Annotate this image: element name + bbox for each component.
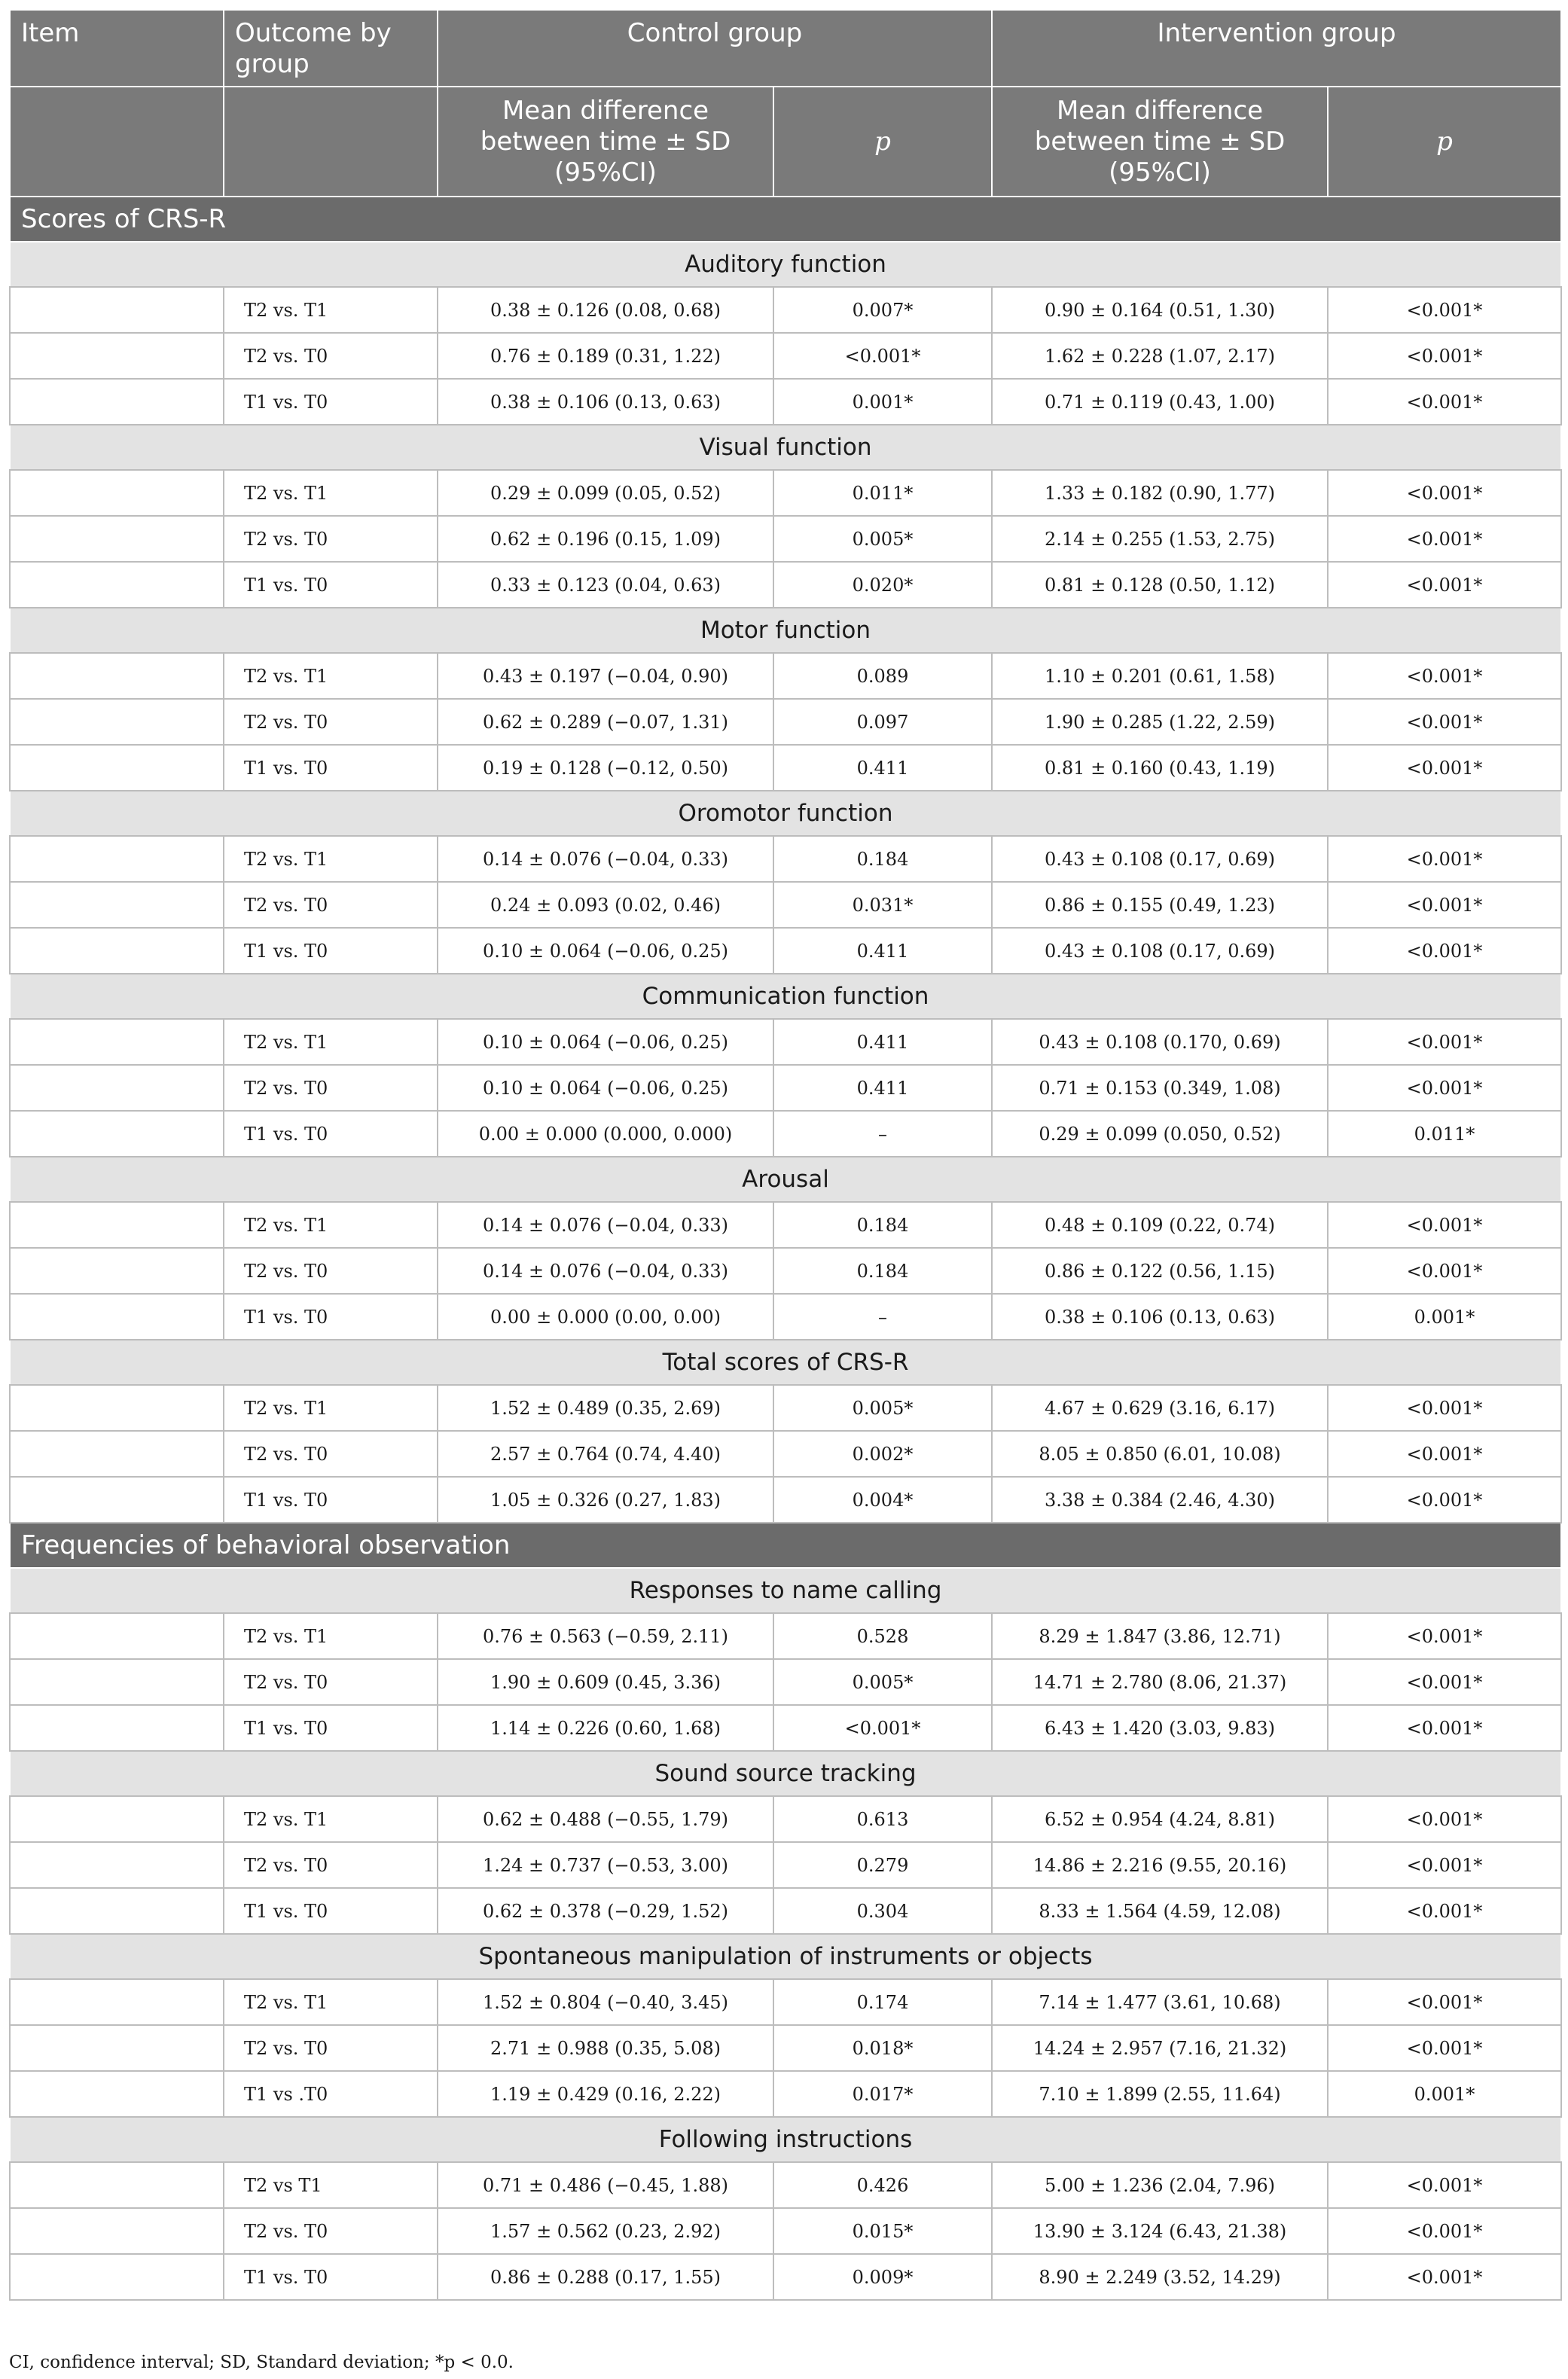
- table-row: [10, 1705, 1561, 1751]
- control-p-cell: 0.002*: [773, 1431, 992, 1477]
- intervention-p-cell: 0.001*: [1328, 1294, 1561, 1340]
- table-row: [10, 745, 1561, 791]
- section-title: Frequencies of behavioral observation: [10, 1523, 1561, 1568]
- control-mean-diff-cell: 1.19 ± 0.429 (0.16, 2.22): [438, 2071, 773, 2117]
- control-p-cell: 0.007*: [773, 287, 992, 333]
- subsection-title: Arousal: [10, 1157, 1561, 1202]
- table-row: [10, 1385, 1561, 1431]
- item-cell: [10, 928, 224, 974]
- item-cell: [10, 287, 224, 333]
- control-p-cell: 0.411: [773, 1065, 992, 1111]
- intervention-mean-diff-cell: 5.00 ± 1.236 (2.04, 7.96): [992, 2162, 1328, 2208]
- intervention-mean-diff-cell: 0.86 ± 0.122 (0.56, 1.15): [992, 1248, 1328, 1294]
- comparison-cell: T2 vs. T0: [224, 882, 438, 928]
- intervention-mean-diff-cell: 0.43 ± 0.108 (0.170, 0.69): [992, 1019, 1328, 1065]
- section-row: [10, 197, 1561, 242]
- item-cell: [10, 1111, 224, 1157]
- control-p-cell: 0.426: [773, 2162, 992, 2208]
- comparison-cell: T1 vs. T0: [224, 2254, 438, 2300]
- section-title: Scores of CRS-R: [10, 197, 1561, 242]
- item-cell: [10, 1659, 224, 1705]
- intervention-p-cell: <0.001*: [1328, 928, 1561, 974]
- control-mean-diff-cell: 0.62 ± 0.488 (−0.55, 1.79): [438, 1796, 773, 1842]
- results-table-container: [9, 9, 1560, 2301]
- intervention-p-cell: <0.001*: [1328, 2025, 1561, 2071]
- control-mean-diff-cell: 0.76 ± 0.563 (−0.59, 2.11): [438, 1613, 773, 1659]
- control-mean-diff-cell: 0.62 ± 0.196 (0.15, 1.09): [438, 516, 773, 562]
- table-body: [10, 197, 1561, 2300]
- control-p-cell: 0.005*: [773, 516, 992, 562]
- intervention-p-cell: <0.001*: [1328, 2254, 1561, 2300]
- intervention-p-cell: <0.001*: [1328, 470, 1561, 516]
- table-row: [10, 470, 1561, 516]
- control-p-cell: 0.005*: [773, 1385, 992, 1431]
- item-cell: [10, 1705, 224, 1751]
- control-p-cell: 0.001*: [773, 379, 992, 425]
- intervention-mean-diff-cell: 14.24 ± 2.957 (7.16, 21.32): [992, 2025, 1328, 2071]
- table-row: [10, 1477, 1561, 1523]
- intervention-p-cell: <0.001*: [1328, 1477, 1561, 1523]
- item-cell: [10, 1477, 224, 1523]
- intervention-mean-diff-cell: 0.81 ± 0.160 (0.43, 1.19): [992, 745, 1328, 791]
- intervention-p-cell: <0.001*: [1328, 653, 1561, 699]
- intervention-p-cell: <0.001*: [1328, 2162, 1561, 2208]
- control-p-cell: 0.184: [773, 1202, 992, 1248]
- control-p-cell: 0.279: [773, 1842, 992, 1888]
- comparison-cell: T1 vs .T0: [224, 2071, 438, 2117]
- item-cell: [10, 836, 224, 882]
- item-cell: [10, 470, 224, 516]
- item-cell: [10, 2025, 224, 2071]
- item-cell: [10, 2071, 224, 2117]
- intervention-mean-diff-cell: 6.52 ± 0.954 (4.24, 8.81): [992, 1796, 1328, 1842]
- control-p-cell: 0.184: [773, 1248, 992, 1294]
- comparison-cell: T2 vs T1: [224, 2162, 438, 2208]
- table-row: [10, 1659, 1561, 1705]
- table-row: [10, 699, 1561, 745]
- control-mean-diff-cell: 0.62 ± 0.378 (−0.29, 1.52): [438, 1888, 773, 1934]
- intervention-mean-diff-cell: 4.67 ± 0.629 (3.16, 6.17): [992, 1385, 1328, 1431]
- comparison-cell: T2 vs. T1: [224, 1202, 438, 1248]
- intervention-mean-diff-cell: 1.33 ± 0.182 (0.90, 1.77): [992, 470, 1328, 516]
- intervention-p-cell: <0.001*: [1328, 1065, 1561, 1111]
- header-control-group: Control group: [438, 10, 992, 87]
- item-cell: [10, 882, 224, 928]
- table-row: [10, 1842, 1561, 1888]
- subsection-row: [10, 608, 1561, 653]
- item-cell: [10, 1294, 224, 1340]
- table-row: [10, 1065, 1561, 1111]
- control-p-cell: 0.528: [773, 1613, 992, 1659]
- intervention-p-cell: <0.001*: [1328, 516, 1561, 562]
- intervention-mean-diff-cell: 2.14 ± 0.255 (1.53, 2.75): [992, 516, 1328, 562]
- table-row: [10, 379, 1561, 425]
- intervention-mean-diff-cell: 0.29 ± 0.099 (0.050, 0.52): [992, 1111, 1328, 1157]
- comparison-cell: T2 vs. T0: [224, 2025, 438, 2071]
- intervention-mean-diff-cell: 14.86 ± 2.216 (9.55, 20.16): [992, 1842, 1328, 1888]
- control-mean-diff-cell: 2.57 ± 0.764 (0.74, 4.40): [438, 1431, 773, 1477]
- item-cell: [10, 1065, 224, 1111]
- item-cell: [10, 562, 224, 608]
- subsection-title: Oromotor function: [10, 791, 1561, 836]
- intervention-mean-diff-cell: 1.90 ± 0.285 (1.22, 2.59): [992, 699, 1328, 745]
- control-p-cell: 0.304: [773, 1888, 992, 1934]
- intervention-mean-diff-cell: 6.43 ± 1.420 (3.03, 9.83): [992, 1705, 1328, 1751]
- header-control-p: p: [773, 87, 992, 197]
- item-cell: [10, 653, 224, 699]
- item-cell: [10, 1248, 224, 1294]
- header-intervention-mean-diff: Mean difference between time ± SD (95%CI): [992, 87, 1328, 197]
- header-item: Item: [10, 10, 224, 87]
- subsection-row: [10, 1751, 1561, 1796]
- intervention-p-cell: <0.001*: [1328, 1613, 1561, 1659]
- subsection-row: [10, 1340, 1561, 1385]
- control-p-cell: <0.001*: [773, 333, 992, 379]
- subsection-title: Following instructions: [10, 2117, 1561, 2162]
- control-mean-diff-cell: 1.52 ± 0.804 (−0.40, 3.45): [438, 1979, 773, 2025]
- item-cell: [10, 1431, 224, 1477]
- header-blank-item: [10, 87, 224, 197]
- subsection-title: Visual function: [10, 425, 1561, 470]
- control-p-cell: 0.411: [773, 928, 992, 974]
- intervention-mean-diff-cell: 7.10 ± 1.899 (2.55, 11.64): [992, 2071, 1328, 2117]
- table-row: [10, 1019, 1561, 1065]
- intervention-p-cell: <0.001*: [1328, 562, 1561, 608]
- subsection-row: [10, 242, 1561, 287]
- item-cell: [10, 2254, 224, 2300]
- table-row: [10, 836, 1561, 882]
- item-cell: [10, 745, 224, 791]
- intervention-p-cell: <0.001*: [1328, 1796, 1561, 1842]
- comparison-cell: T2 vs. T1: [224, 653, 438, 699]
- comparison-cell: T2 vs. T0: [224, 333, 438, 379]
- intervention-p-cell: <0.001*: [1328, 1431, 1561, 1477]
- intervention-p-cell: <0.001*: [1328, 287, 1561, 333]
- control-p-cell: 0.411: [773, 745, 992, 791]
- control-mean-diff-cell: 1.52 ± 0.489 (0.35, 2.69): [438, 1385, 773, 1431]
- control-mean-diff-cell: 1.05 ± 0.326 (0.27, 1.83): [438, 1477, 773, 1523]
- intervention-p-cell: <0.001*: [1328, 1202, 1561, 1248]
- table-row: [10, 516, 1561, 562]
- table-row: [10, 653, 1561, 699]
- subsection-title: Auditory function: [10, 242, 1561, 287]
- intervention-mean-diff-cell: 0.71 ± 0.119 (0.43, 1.00): [992, 379, 1328, 425]
- comparison-cell: T2 vs. T0: [224, 1248, 438, 1294]
- subsection-row: [10, 1934, 1561, 1979]
- comparison-cell: T2 vs. T1: [224, 1796, 438, 1842]
- table-row: [10, 1202, 1561, 1248]
- intervention-p-cell: 0.011*: [1328, 1111, 1561, 1157]
- control-p-cell: –: [773, 1111, 992, 1157]
- intervention-p-cell: <0.001*: [1328, 333, 1561, 379]
- item-cell: [10, 379, 224, 425]
- control-mean-diff-cell: 0.00 ± 0.000 (0.000, 0.000): [438, 1111, 773, 1157]
- header-outcome: Outcome by group: [224, 10, 438, 87]
- header-blank-outcome: [224, 87, 438, 197]
- control-mean-diff-cell: 0.10 ± 0.064 (−0.06, 0.25): [438, 928, 773, 974]
- control-p-cell: 0.011*: [773, 470, 992, 516]
- subsection-row: [10, 425, 1561, 470]
- control-p-cell: 0.613: [773, 1796, 992, 1842]
- comparison-cell: T1 vs. T0: [224, 562, 438, 608]
- intervention-p-cell: <0.001*: [1328, 1385, 1561, 1431]
- table-row: [10, 333, 1561, 379]
- intervention-p-cell: <0.001*: [1328, 1659, 1561, 1705]
- control-mean-diff-cell: 0.86 ± 0.288 (0.17, 1.55): [438, 2254, 773, 2300]
- comparison-cell: T2 vs. T0: [224, 699, 438, 745]
- comparison-cell: T2 vs. T1: [224, 1019, 438, 1065]
- intervention-mean-diff-cell: 13.90 ± 3.124 (6.43, 21.38): [992, 2208, 1328, 2254]
- item-cell: [10, 2208, 224, 2254]
- intervention-p-cell: <0.001*: [1328, 379, 1561, 425]
- intervention-p-cell: <0.001*: [1328, 836, 1561, 882]
- table-row: [10, 1888, 1561, 1934]
- table-row: [10, 882, 1561, 928]
- intervention-mean-diff-cell: 8.90 ± 2.249 (3.52, 14.29): [992, 2254, 1328, 2300]
- control-mean-diff-cell: 0.38 ± 0.106 (0.13, 0.63): [438, 379, 773, 425]
- table-row: [10, 1979, 1561, 2025]
- control-p-cell: 0.174: [773, 1979, 992, 2025]
- intervention-p-cell: <0.001*: [1328, 882, 1561, 928]
- header-intervention-group: Intervention group: [992, 10, 1561, 87]
- comparison-cell: T1 vs. T0: [224, 379, 438, 425]
- intervention-mean-diff-cell: 8.29 ± 1.847 (3.86, 12.71): [992, 1613, 1328, 1659]
- intervention-p-cell: 0.001*: [1328, 2071, 1561, 2117]
- intervention-mean-diff-cell: 7.14 ± 1.477 (3.61, 10.68): [992, 1979, 1328, 2025]
- intervention-p-cell: <0.001*: [1328, 1842, 1561, 1888]
- subsection-row: [10, 1157, 1561, 1202]
- control-mean-diff-cell: 0.00 ± 0.000 (0.00, 0.00): [438, 1294, 773, 1340]
- comparison-cell: T1 vs. T0: [224, 928, 438, 974]
- intervention-p-cell: <0.001*: [1328, 1705, 1561, 1751]
- subsection-title: Communication function: [10, 974, 1561, 1019]
- item-cell: [10, 516, 224, 562]
- control-p-cell: 0.184: [773, 836, 992, 882]
- subsection-row: [10, 974, 1561, 1019]
- intervention-mean-diff-cell: 0.48 ± 0.109 (0.22, 0.74): [992, 1202, 1328, 1248]
- comparison-cell: T2 vs. T0: [224, 1065, 438, 1111]
- comparison-cell: T1 vs. T0: [224, 1888, 438, 1934]
- table-row: [10, 2071, 1561, 2117]
- item-cell: [10, 1842, 224, 1888]
- intervention-p-cell: <0.001*: [1328, 1019, 1561, 1065]
- header-control-mean-diff: Mean difference between time ± SD (95%CI): [438, 87, 773, 197]
- subsection-row: [10, 2117, 1561, 2162]
- control-mean-diff-cell: 1.57 ± 0.562 (0.23, 2.92): [438, 2208, 773, 2254]
- comparison-cell: T1 vs. T0: [224, 1477, 438, 1523]
- control-mean-diff-cell: 0.62 ± 0.289 (−0.07, 1.31): [438, 699, 773, 745]
- intervention-mean-diff-cell: 0.86 ± 0.155 (0.49, 1.23): [992, 882, 1328, 928]
- table-row: [10, 287, 1561, 333]
- intervention-mean-diff-cell: 1.62 ± 0.228 (1.07, 2.17): [992, 333, 1328, 379]
- control-mean-diff-cell: 1.90 ± 0.609 (0.45, 3.36): [438, 1659, 773, 1705]
- control-p-cell: 0.017*: [773, 2071, 992, 2117]
- intervention-p-cell: <0.001*: [1328, 2208, 1561, 2254]
- item-cell: [10, 2162, 224, 2208]
- intervention-p-cell: <0.001*: [1328, 1248, 1561, 1294]
- subsection-row: [10, 791, 1561, 836]
- table-row: [10, 2208, 1561, 2254]
- subsection-row: [10, 1568, 1561, 1613]
- control-p-cell: 0.411: [773, 1019, 992, 1065]
- comparison-cell: T2 vs. T1: [224, 836, 438, 882]
- header-intervention-p: p: [1328, 87, 1561, 197]
- control-mean-diff-cell: 0.10 ± 0.064 (−0.06, 0.25): [438, 1065, 773, 1111]
- table-row: [10, 1431, 1561, 1477]
- table-row: [10, 1248, 1561, 1294]
- control-mean-diff-cell: 0.29 ± 0.099 (0.05, 0.52): [438, 470, 773, 516]
- control-mean-diff-cell: 0.33 ± 0.123 (0.04, 0.63): [438, 562, 773, 608]
- control-mean-diff-cell: 2.71 ± 0.988 (0.35, 5.08): [438, 2025, 773, 2071]
- item-cell: [10, 1888, 224, 1934]
- item-cell: [10, 1202, 224, 1248]
- item-cell: [10, 1019, 224, 1065]
- intervention-mean-diff-cell: 0.38 ± 0.106 (0.13, 0.63): [992, 1294, 1328, 1340]
- comparison-cell: T1 vs. T0: [224, 745, 438, 791]
- intervention-mean-diff-cell: 0.90 ± 0.164 (0.51, 1.30): [992, 287, 1328, 333]
- comparison-cell: T2 vs. T0: [224, 516, 438, 562]
- control-mean-diff-cell: 0.76 ± 0.189 (0.31, 1.22): [438, 333, 773, 379]
- table-row: [10, 2162, 1561, 2208]
- control-mean-diff-cell: 0.14 ± 0.076 (−0.04, 0.33): [438, 1202, 773, 1248]
- control-mean-diff-cell: 0.71 ± 0.486 (−0.45, 1.88): [438, 2162, 773, 2208]
- comparison-cell: T2 vs. T0: [224, 1431, 438, 1477]
- item-cell: [10, 1385, 224, 1431]
- control-p-cell: 0.009*: [773, 2254, 992, 2300]
- intervention-mean-diff-cell: 0.43 ± 0.108 (0.17, 0.69): [992, 836, 1328, 882]
- control-mean-diff-cell: 0.10 ± 0.064 (−0.06, 0.25): [438, 1019, 773, 1065]
- control-p-cell: 0.004*: [773, 1477, 992, 1523]
- item-cell: [10, 1613, 224, 1659]
- subsection-title: Spontaneous manipulation of instruments or objects: [10, 1934, 1561, 1979]
- control-mean-diff-cell: 0.14 ± 0.076 (−0.04, 0.33): [438, 836, 773, 882]
- intervention-mean-diff-cell: 14.71 ± 2.780 (8.06, 21.37): [992, 1659, 1328, 1705]
- subsection-title: Total scores of CRS-R: [10, 1340, 1561, 1385]
- comparison-cell: T2 vs. T1: [224, 287, 438, 333]
- intervention-mean-diff-cell: 1.10 ± 0.201 (0.61, 1.58): [992, 653, 1328, 699]
- intervention-p-cell: <0.001*: [1328, 1888, 1561, 1934]
- comparison-cell: T1 vs. T0: [224, 1111, 438, 1157]
- control-mean-diff-cell: 0.38 ± 0.126 (0.08, 0.68): [438, 287, 773, 333]
- comparison-cell: T2 vs. T1: [224, 1385, 438, 1431]
- comparison-cell: T2 vs. T1: [224, 1613, 438, 1659]
- table-row: [10, 1294, 1561, 1340]
- subsection-title: Motor function: [10, 608, 1561, 653]
- table-row: [10, 1111, 1561, 1157]
- table-row: [10, 562, 1561, 608]
- table-row: [10, 2254, 1561, 2300]
- comparison-cell: T2 vs. T0: [224, 1842, 438, 1888]
- comparison-cell: T1 vs. T0: [224, 1294, 438, 1340]
- intervention-mean-diff-cell: 0.71 ± 0.153 (0.349, 1.08): [992, 1065, 1328, 1111]
- comparison-cell: T2 vs. T1: [224, 1979, 438, 2025]
- intervention-mean-diff-cell: 8.05 ± 0.850 (6.01, 10.08): [992, 1431, 1328, 1477]
- control-mean-diff-cell: 0.24 ± 0.093 (0.02, 0.46): [438, 882, 773, 928]
- results-table: [9, 9, 1562, 2301]
- control-mean-diff-cell: 0.14 ± 0.076 (−0.04, 0.33): [438, 1248, 773, 1294]
- control-p-cell: 0.005*: [773, 1659, 992, 1705]
- intervention-p-cell: <0.001*: [1328, 699, 1561, 745]
- item-cell: [10, 333, 224, 379]
- table-row: [10, 1613, 1561, 1659]
- control-p-cell: 0.018*: [773, 2025, 992, 2071]
- intervention-p-cell: <0.001*: [1328, 1979, 1561, 2025]
- control-mean-diff-cell: 0.43 ± 0.197 (−0.04, 0.90): [438, 653, 773, 699]
- control-mean-diff-cell: 1.14 ± 0.226 (0.60, 1.68): [438, 1705, 773, 1751]
- comparison-cell: T1 vs. T0: [224, 1705, 438, 1751]
- control-p-cell: 0.031*: [773, 882, 992, 928]
- control-p-cell: 0.097: [773, 699, 992, 745]
- intervention-mean-diff-cell: 0.43 ± 0.108 (0.17, 0.69): [992, 928, 1328, 974]
- item-cell: [10, 1796, 224, 1842]
- footnote: CI, confidence interval; SD, Standard deviation; *p < 0.0.: [9, 2353, 514, 2372]
- control-mean-diff-cell: 0.19 ± 0.128 (−0.12, 0.50): [438, 745, 773, 791]
- control-p-cell: 0.020*: [773, 562, 992, 608]
- table-row: [10, 2025, 1561, 2071]
- table-row: [10, 1796, 1561, 1842]
- comparison-cell: T2 vs. T1: [224, 470, 438, 516]
- control-mean-diff-cell: 1.24 ± 0.737 (−0.53, 3.00): [438, 1842, 773, 1888]
- comparison-cell: T2 vs. T0: [224, 1659, 438, 1705]
- intervention-mean-diff-cell: 0.81 ± 0.128 (0.50, 1.12): [992, 562, 1328, 608]
- control-p-cell: <0.001*: [773, 1705, 992, 1751]
- section-row: [10, 1523, 1561, 1568]
- control-p-cell: –: [773, 1294, 992, 1340]
- item-cell: [10, 699, 224, 745]
- control-p-cell: 0.015*: [773, 2208, 992, 2254]
- table-row: [10, 928, 1561, 974]
- item-cell: [10, 1979, 224, 2025]
- intervention-mean-diff-cell: 8.33 ± 1.564 (4.59, 12.08): [992, 1888, 1328, 1934]
- intervention-mean-diff-cell: 3.38 ± 0.384 (2.46, 4.30): [992, 1477, 1328, 1523]
- subsection-title: Responses to name calling: [10, 1568, 1561, 1613]
- intervention-p-cell: <0.001*: [1328, 745, 1561, 791]
- comparison-cell: T2 vs. T0: [224, 2208, 438, 2254]
- control-p-cell: 0.089: [773, 653, 992, 699]
- subsection-title: Sound source tracking: [10, 1751, 1561, 1796]
